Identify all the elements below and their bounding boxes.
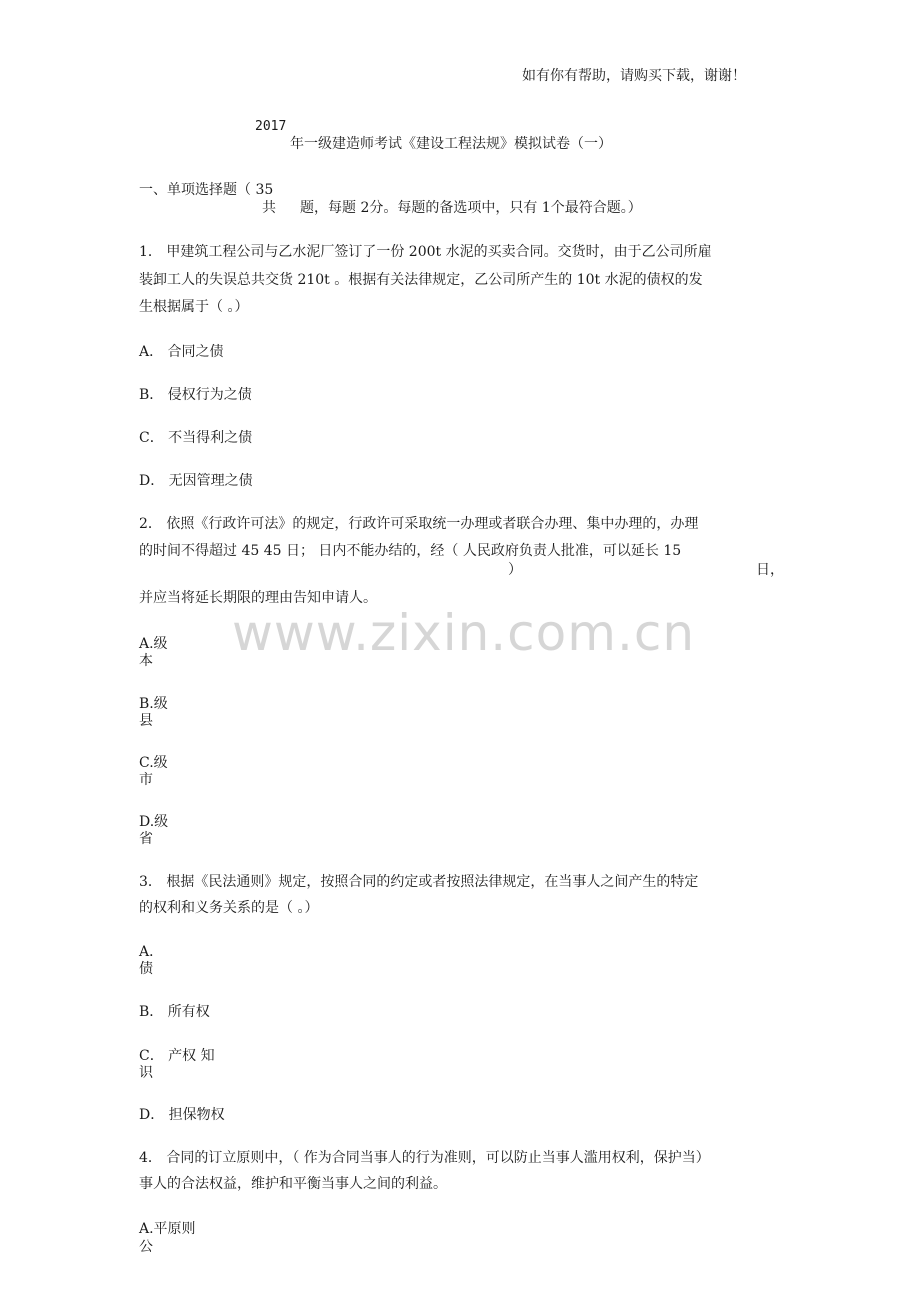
- q1-option-b: B． 侵权行为之债: [139, 387, 252, 403]
- q4-stem-line2: 事人的合法权益，维护和平衡当事人之间的利益。: [139, 1176, 447, 1192]
- section-heading-count: 共: [262, 200, 276, 216]
- q2-option-d: D.级: [139, 814, 169, 830]
- q2-option-b-text: 县: [139, 713, 153, 729]
- section-heading-desc: 题，每题 2分。每题的备选项中，只有 1个最符合题。）: [300, 200, 642, 216]
- title-year: 2017: [255, 119, 287, 134]
- q2-stem-line2: 的时间不得超过 45 45 日； 日内不能办结的，经（ 人民政府负责人批准，可以延长 15: [139, 543, 682, 559]
- section-heading: 一、单项选择题（ 35: [139, 182, 274, 198]
- page-title: 年一级建造师考试《建设工程法规》模拟试卷（一）: [290, 136, 612, 152]
- header-note: 如有你有帮助，请购买下载，谢谢！: [522, 68, 746, 84]
- q1-stem-line3: 生根据属于（ 。）: [139, 299, 249, 315]
- q2-option-b: B.级: [139, 696, 168, 712]
- q1-option-c: C． 不当得利之债: [139, 430, 253, 446]
- q2-stem-line3: 并应当将延长期限的理由告知申请人。: [139, 590, 377, 606]
- q1-stem-line2: 装卸工人的失误总共交货 210t 。根据有关法律规定，乙公司所产生的 10t 水泥的债权的发: [139, 272, 703, 288]
- q2-option-a-text: 本: [139, 653, 153, 669]
- watermark: www.zixin.com.cn: [232, 604, 696, 662]
- q2-option-a: A.级: [139, 636, 168, 652]
- q3-stem-line2: 的权利和义务关系的是（ 。）: [139, 900, 319, 916]
- q2-stem-line1: 2． 依照《行政许可法》的规定，行政许可采取统一办理或者联合办理、集中办理的，办理: [139, 516, 699, 532]
- q1-option-d: D． 无因管理之债: [139, 473, 253, 489]
- q4-option-a-text: 公: [139, 1239, 153, 1255]
- q2-option-d-text: 省: [139, 831, 153, 847]
- q2-stem-paren: ）: [508, 562, 522, 578]
- q3-option-a-text: 债: [139, 961, 153, 977]
- q1-option-a: A． 合同之债: [139, 344, 224, 360]
- q3-option-d: D． 担保物权: [139, 1107, 225, 1123]
- q3-stem-line1: 3． 根据《民法通则》规定，按照合同的约定或者按照法律规定，在当事人之间产生的特定: [139, 874, 699, 890]
- q2-stem-day: 日，: [756, 562, 784, 578]
- q4-option-a: A.平原则: [139, 1221, 196, 1237]
- q3-option-b: B． 所有权: [139, 1004, 210, 1020]
- q3-option-a: A．: [139, 944, 164, 960]
- q3-option-c: C． 产权 知: [139, 1048, 215, 1064]
- q3-option-c-text: 识: [139, 1065, 153, 1081]
- q2-option-c: C.级: [139, 755, 168, 771]
- q2-option-c-text: 市: [139, 772, 153, 788]
- q1-stem-line1: 1． 甲建筑工程公司与乙水泥厂签订了一份 200t 水泥的买卖合同。交货时，由于乙公司所雇: [139, 244, 712, 260]
- q4-stem-line1: 4． 合同的订立原则中，（ 作为合同当事人的行为准则，可以防止当事人滥用权利，保护当）: [139, 1150, 710, 1166]
